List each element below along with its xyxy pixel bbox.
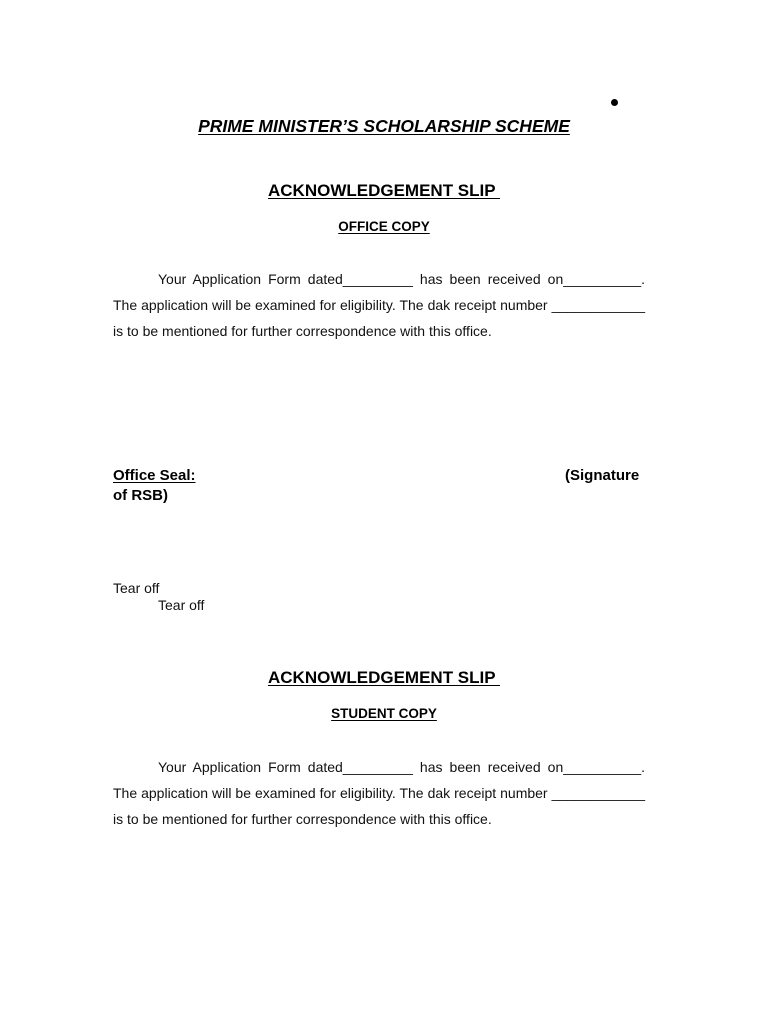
student-slip-body-text: Your Application Form dated_________ has been received on__________. The application will be examined for eligibility. The dak receipt number ____________ is to be mentioned for further correspondence with this office.: [113, 759, 645, 827]
office-slip-body: [113, 266, 645, 344]
office-slip-heading: ACKNOWLEDGEMENT SLIP: [267, 181, 501, 200]
student-slip-body: [113, 754, 645, 832]
signature-label-line1: (Signature: [565, 467, 640, 484]
office-copy-label: OFFICE COPY: [338, 219, 430, 234]
office-seal-label: Office Seal:: [113, 467, 196, 484]
document-title: PRIME MINISTER’S SCHOLARSHIP SCHEME: [198, 116, 570, 136]
bullet-mark: [611, 99, 618, 106]
tear-off-label: Tear off: [158, 597, 205, 613]
student-copy-label: STUDENT COPY: [331, 706, 437, 721]
tear-off-label: Tear off: [113, 580, 160, 596]
student-slip-heading: ACKNOWLEDGEMENT SLIP: [267, 668, 501, 687]
signature-label-line2: of RSB): [113, 487, 168, 504]
office-slip-body-text: Your Application Form dated_________ has been received on__________. The application will be examined for eligibility. The dak receipt number ____________ is to be mentioned for further correspondence with this office.: [113, 271, 645, 339]
